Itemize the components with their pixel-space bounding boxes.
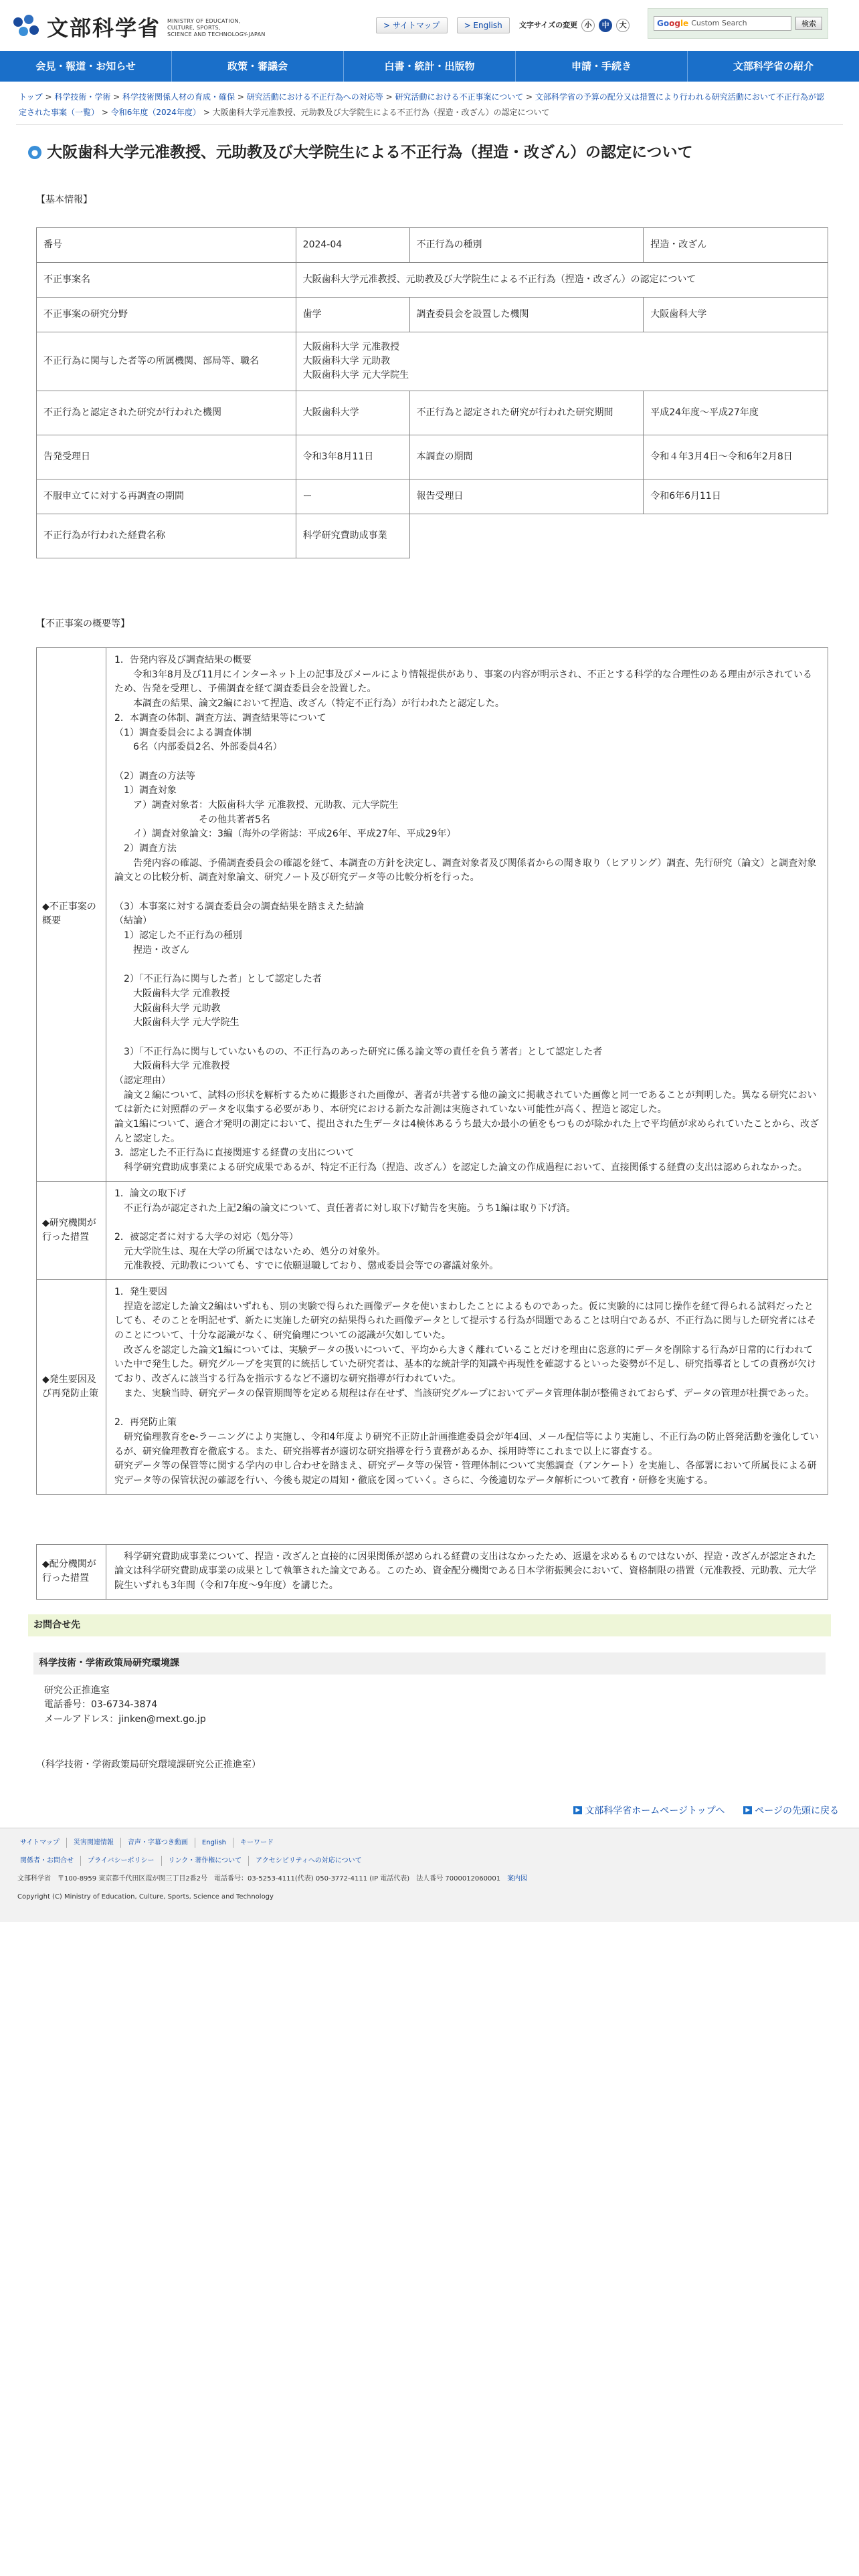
overview-row-text: 1．告発内容及び調査結果の概要 令和3年8月及び11月にインターネット上の記事及びメールにより情報提供があり、事案の内容が明示され、不正とする科学的な合理性のある理由が示されているため、告発を受理し、予備調査を経て調査委員会を設置した。 本調査の結果、論文2編において捏造、改ざん（特定不正行為）が行われたと認定した。 2．本調査の体制、調査方法、調査結果等について （1）調査委員会による調査体制 6名（内部委員2名、外部委員4名） （2）調査の方法等 1）調査対象 ア）調査対象者：大阪歯科大学 元准教授、元助教、元大学院生 その他共著者5名 イ）調査対象論文：3編（海外の学術誌：平成26年、平成27年、平成29年） 2）調査方法 告発内容の確認、予備調査委員会の確認を経て、本調査の方針を決定し、調査対象者及び関係者からの聞き取り（ヒアリング）調査、先行研究（論文）と調査対象論文との比較分析、調査対象論文、研究ノート及び研究データ等の比較分析を行った。 （3）本事案に対する調査委員会の調査結果を踏まえた結論 （結論） 1）認定した不正行為の種別 捏造・改ざん 2）「不正行為に関与した者」として認定した者 大阪歯科大学 元准教授 大阪歯科大学 元助教 大阪歯科大学 元大学院生 3）「不正行為に関与していないものの、不正行為のあった研究に係る論文等の責任を負う著者」として認定した者 大阪歯科大学 元准教授 （認定理由） 論文２編について、試料の形状を解析するために撮影された画像が、著者が共著する他の論文に掲載されていた画像と同一であることが判明した。異なる研究においては新たに対照群のデータを収集する必要があり、本研究における新たな計測は実施されていない可能性が高く、捏造と認定した。 論文1編について、適合才発明の測定において、提出された生データは4検体あるうち最大か最小の値をもつものが除かれた上で平均値が求められていたことから、改ざんと認定した。 3．認定した不正行為に直接関連する経費の支出について 科学研究費助成事業による研究成果であるが、特定不正行為（捏造、改ざん）を認定した論文の作成過程において、直接関係する経費の支出は認められなかった。 xyxy=(106,648,828,1182)
font-size-label: 文字サイズの変更 xyxy=(519,20,578,29)
footer-link[interactable]: サイトマップ xyxy=(17,1838,67,1848)
global-nav xyxy=(0,51,859,82)
search-button[interactable]: 検索 xyxy=(795,17,822,30)
inquiry-contact: 研究公正推進室 電話番号：03-6734-3874 メールアドレス：jinken@mext.go.jp xyxy=(44,1685,206,1725)
footer-note: （科学技術・学術政策局研究環境課研究公正推進室） xyxy=(36,1759,261,1770)
overview-row-text: 1．論文の取下げ 不正行為が認定された上記2編の論文について、責任著者に対し取下げ勧告を実施。うち1編は取り下げ済。 2．被認定者に対する大学の対応（処分等） 元大学院生は、現在大学の所属ではないため、処分の対象外。 元准教授、元助教についても、すでに依願退職しており、懲戒委員会等での審議対象外。 xyxy=(106,1181,828,1279)
nav-about[interactable]: 文部科学省の紹介 xyxy=(733,60,814,72)
overview-row-label: ◆不正事案の概要 xyxy=(37,648,106,1182)
breadcrumb-link[interactable]: 令和6年度（2024年度） xyxy=(110,107,201,117)
footer-address: 文部科学省 〒100-8959 東京都千代田区霞が関三丁目2番2号 電話番号：03-5253-4111(代表) 050-3772-4111 (IP 電話代表) 法人番号 7000012060001 案内図 xyxy=(17,1874,528,1883)
table-row xyxy=(37,1279,828,1494)
footer-links-secondary xyxy=(17,1856,842,1866)
page-title: ● 大阪歯科大学元准教授、元助教及び大学院生による不正行為（捏造・改ざん）の認定について xyxy=(28,141,831,165)
table-row: 不正行為が行われた経費名称 科学研究費助成事業 xyxy=(37,514,828,558)
home-top-link[interactable]: ▶ 文部科学省ホームページトップへ xyxy=(573,1804,725,1818)
inquiry-department: 科学技術・学術政策局研究環境課 xyxy=(33,1652,826,1675)
font-size-switcher xyxy=(519,19,630,32)
table-row: 不服申立てに対する再調査の期間 ー 報告受理日 令和6年6月11日 xyxy=(37,479,828,514)
map-link[interactable]: 案内図 xyxy=(507,1874,528,1883)
overview-row-label: ◆発生要因及び再発防止策 xyxy=(37,1279,106,1494)
mext-logo[interactable] xyxy=(12,12,266,44)
breadcrumb-link[interactable]: トップ xyxy=(19,92,43,102)
nav-policy[interactable]: 政策・審議会 xyxy=(172,51,344,82)
copyright: Copyright (C) Ministry of Education, Culture, Sports, Science and Technology xyxy=(17,1893,274,1901)
nav-application[interactable]: 申請・手続き xyxy=(516,51,688,82)
footer-link[interactable]: アクセシビリティへの対応について xyxy=(256,1856,362,1864)
logo-subtitle: MINISTRY OF EDUCATION, CULTURE, SPORTS, SCIENCE AND TECHNOLOGY-JAPAN xyxy=(167,18,266,37)
breadcrumb-link[interactable]: 文部科学省の予算の配分又は措置により行われる研究活動において不正行為が認定された事案（一覧） xyxy=(19,92,824,117)
footer-link[interactable]: 音声・字幕つき動画 xyxy=(121,1838,195,1848)
logo-text: 文部科学省 xyxy=(47,15,161,41)
table-row: 告発受理日 令和3年8月11日 本調査の期間 令和４年3月4日〜令和6年2月8日 xyxy=(37,435,828,479)
footer-link[interactable]: プライバシーポリシー xyxy=(81,1856,162,1866)
table-row: 不正事案名 大阪歯科大学元准教授、元助教及び大学院生による不正行為（捏造・改ざん）の認定について xyxy=(37,263,828,298)
table-row: 不正事案の研究分野 歯学 調査委員会を設置した機関 大阪歯科大学 xyxy=(37,298,828,332)
basic-info-label: 【基本情報】 xyxy=(36,195,92,206)
table-row xyxy=(37,648,828,1182)
allocation-text: 科学研究費助成事業について、捏造・改ざんと直接的に因果関係が認められる経費の支出はなかったため、返還を求めるものではないが、捏造・改ざんが認定された論文は科学研究費助成事業の成果として執筆された論文である。このため、資金配分機関である日本学術振興会において、資格制限の措置（元准教授、元助教、元大学院生いずれも3年間（令和7年度〜9年度）を講じた。 xyxy=(106,1544,828,1599)
breadcrumb-current: 大阪歯科大学元准教授、元助教及び大学院生による不正行為（捏造・改ざん）の認定について xyxy=(212,107,550,117)
nav-news[interactable]: 会見・報道・お知らせ xyxy=(0,51,172,82)
overview-label: 【不正事案の概要等】 xyxy=(36,619,130,630)
overview-row-label: ◆研究機関が行った措置 xyxy=(37,1181,106,1279)
basic-info-table xyxy=(36,227,828,558)
footer-link[interactable]: リンク・著作権について xyxy=(162,1856,250,1866)
allocation-label: ◆配分機関が行った措置 xyxy=(37,1544,106,1599)
logo-mark-icon xyxy=(12,15,43,41)
english-link[interactable]: > English xyxy=(457,17,510,33)
overview-table xyxy=(36,647,828,1495)
footer-links-primary xyxy=(17,1838,842,1848)
table-row xyxy=(37,1181,828,1279)
site-footer xyxy=(0,1828,859,1922)
search-box xyxy=(648,8,828,39)
table-row: 番号 2024-04 不正行為の種別 捏造・改ざん xyxy=(37,228,828,263)
font-size-large-button[interactable]: 大 xyxy=(616,19,630,32)
google-logo: Google xyxy=(657,19,689,28)
search-input[interactable] xyxy=(654,16,791,31)
font-size-medium-button[interactable]: 中 xyxy=(599,19,612,32)
back-to-top-link[interactable]: ▶ ページの先頭に戻る xyxy=(743,1804,839,1818)
table-row: 不正行為と認定された研究が行われた機関 大阪歯科大学 不正行為と認定された研究が行われた研究期間 平成24年度〜平成27年度 xyxy=(37,391,828,435)
title-bullet-icon: ● xyxy=(28,146,41,159)
sitemap-link[interactable]: > サイトマップ xyxy=(376,17,448,33)
table-row xyxy=(37,1544,828,1599)
breadcrumb-link[interactable]: 科学技術関係人材の育成・確保 xyxy=(122,92,235,102)
overview-row-text: 1．発生要因 捏造を認定した論文2編はいずれも、別の実験で得られた画像データを使いまわしたことによるものであった。仮に実験的には同じ操作を経て得られる試料だったとしても、そのことを明記せず、新たに実施した研究の結果得られた画像データとして提示する行為が問題であることは明白であるが、不正行為に関与した研究者にはそのことについて、十分な認識がなく、研究倫理についての認識が欠如していた。 改ざんを認定した論文1編については、実験データの扱いについて、平均から大きく離れていることだけを理由に恣意的にデータを削除する行為が日常的に行われていた中で発生した。研究グループを実質的に統括していた研究者は、基本的な統計学的知識や再現性を確認するといった姿勢が不足し、研究指導者としての責務が欠けており、改ざんに該当する行為を指示するなど不適切な研究指導が行われていた。 また、実験当時、研究データの保管期間等を定める規程は存在せず、当該研究グループにおいてデータ管理体制が整備されておらず、データの管理が杜撰であった。 2．再発防止策 研究倫理教育をe-ラーニングにより実施し、令和4年度より研究不正防止計画推進委員会が年4回、メール配信等により実施し、不正行為の防止啓発活動を強化しているが、研究倫理教育を徹底する。また、研究指導者が適切な研究指導を行う責務があるか、採用時等にこれまで以上に審査する。 研究データ等の保管等に関する学内の申し合わせを踏まえ、研究データ等の保管・管理体制について実態調査（アンケート）を実施し、各部署において所属長による研究データ等の保管状況の確認を行い、今後も規定の周知・徹底を図っていく。さらに、今後適切なデータ解析について教育・研修を実施する。 xyxy=(106,1279,828,1494)
footer-link[interactable]: 関係者・お問合せ xyxy=(17,1856,81,1866)
allocation-table xyxy=(36,1544,828,1600)
site-header xyxy=(0,0,859,51)
nav-whitepaper[interactable]: 白書・統計・出版物 xyxy=(344,51,516,82)
footer-link[interactable]: English xyxy=(195,1838,233,1848)
search-placeholder: Custom Search xyxy=(691,18,747,27)
breadcrumb-link[interactable]: 研究活動における不正行為への対応等 xyxy=(246,92,383,102)
footer-link[interactable]: 災害関連情報 xyxy=(67,1838,121,1848)
footer-link[interactable]: キーワード xyxy=(240,1838,274,1846)
font-size-small-button[interactable]: 小 xyxy=(581,19,595,32)
breadcrumb-link[interactable]: 研究活動における不正事案について xyxy=(395,92,524,102)
breadcrumb-link[interactable]: 科学技術・学術 xyxy=(54,92,111,102)
table-row: 不正行為に関与した者等の所属機関、部局等、職名 大阪歯科大学 元准教授 大阪歯科大学 元助教 大阪歯科大学 元大学院生 xyxy=(37,332,828,391)
inquiry-title: お問合せ先 xyxy=(28,1614,831,1636)
page-links xyxy=(0,1772,859,1828)
breadcrumb: トップ > 科学技術・学術 > 科学技術関係人材の育成・確保 > 研究活動における不正行為への対応等 > 研究活動における不正事案について > 文部科学省の予算の配分又は措置により行われる研究活動において不正行為が認定された事案（一覧） > 令和6年度（2024年度） > 大阪歯科大学元准教授、元助教及び大学院生による不正行為（捏造・改ざん）の認定について xyxy=(16,82,843,125)
